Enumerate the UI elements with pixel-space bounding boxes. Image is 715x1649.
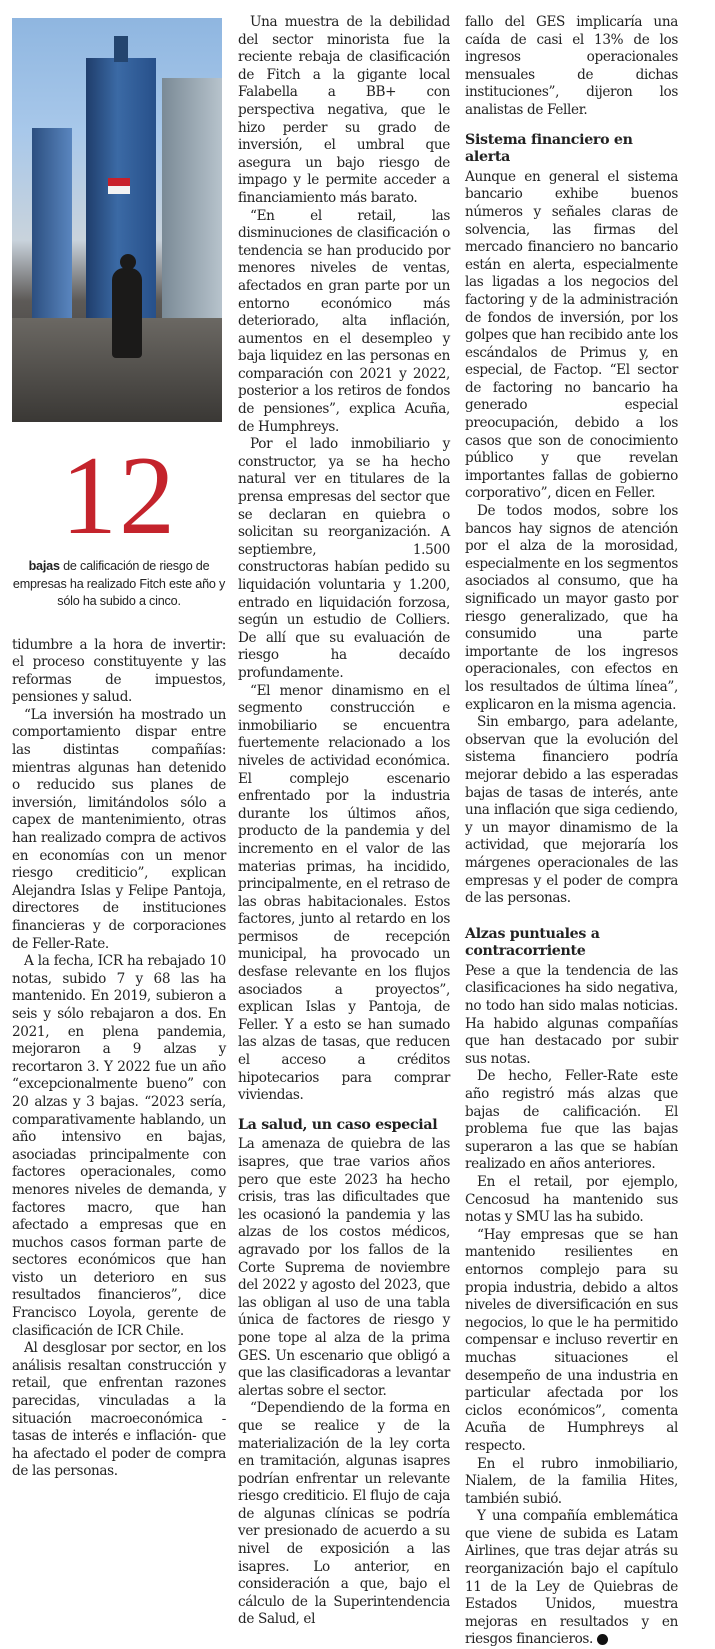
paragraph: “La inversión ha mostrado un comportamiento dispar entre las distintas compañías: mientras algunas han detenido o reducido sus planes de inversión, limitándolos sólo a capex de mantenimiento, otras han realizado compra de activos en economías con un menor riesgo crediticio”, explican Alejandra Islas y Felipe Pantoja, directores de instituciones financieras y de corporaciones de Feller-Rate.: [12, 706, 226, 952]
paragraph: Sin embargo, para adelante, observan que la evolución del sistema financiero podría mejorar debido a las esperadas bajas de tasas de interés, ante una inflación que siga cediendo, y un mayor dinamismo de la actividad, que mejoraría los márgenes operacionales de las empresas y el poder de compra de las personas.: [465, 714, 678, 907]
paragraph-last: [465, 1508, 678, 1649]
paragraph: En el rubro inmobiliario, Nialem, de la familia Hites, también subió.: [465, 1455, 678, 1507]
paragraph: fallo del GES implicaría una caída de casi el 13% de los ingresos operacionales mensuales de dichas instituciones”, dijeron los analistas de Feller.: [465, 14, 678, 118]
subheading-alzas: Alzas puntuales a contracorriente: [465, 925, 600, 960]
column-3: [465, 14, 678, 1649]
paragraph: Al desglosar por sector, en los análisis resaltan construcción y retail, que enfrentan razones parecidas, vinculadas a la situación macroeconómica -tasas de interés e inflación- que ha afectado el poder de compra de las personas.: [12, 1340, 226, 1480]
paragraph: “En el retail, las disminuciones de clasificación o tendencia se han producido por menores niveles de ventas, afectados en gran parte por un entorno económico más deteriorado, alta inflación, aumentos en el desempleo y baja liquidez en las personas en comparación con 2021 y 2022, posterior a los retiros de fondos de pensiones”, explica Acuña, de Humphreys.: [238, 207, 450, 435]
paragraph: Por el lado inmobiliario y constructor, ya se ha hecho natural ver en titulares de la prensa empresas del sector que se declaran en quiebra o solicitan su reorganización. A septiembre, 1.500 constructoras habían pedido su liquidación voluntaria y 1.200, entrado en liquidación forzosa, según un estudio de Colliers. De allí que su evaluación de riesgo ha decaído profundamente.: [238, 436, 450, 681]
figure-caption: [12, 558, 226, 611]
caption-bold: bajas: [28, 559, 60, 573]
paragraph: “Hay empresas que se han mantenido resilientes en entornos complejo para su propia industria, debido a altos niveles de diversificación en sus negocios, lo que le ha permitido compensar e incluso revertir en muchas situaciones el desempeño de una industria en particular afectada por los ciclos económicos”, comenta Acuña de Humphreys al respecto.: [465, 1226, 678, 1454]
flag: [108, 178, 130, 194]
big-number: 12: [61, 434, 177, 558]
paragraph: A la fecha, ICR ha rebajado 10 notas, subido 7 y 68 las ha mantenido. En 2019, subieron a seis y sólo rebajaron a dos. En 2021, en plena pandemia, mejoraron a 9 alzas y recortaron 3. Y 2022 fue un año “excepcionalmente bueno” con 20 alzas y 3 bajas. “2023 sería, comparativamente hablando, un año intensivo en bajas, asociadas principalmente con factores operacionales, como menores niveles de demanda, y factores macro, que han afectado a empresas que en muchos casos forman parte de sectores económicos que han visto un deterioro en sus resultados financieros”, dice Francisco Loyola, gerente de clasificación de ICR Chile.: [12, 953, 226, 1339]
paragraph: “El menor dinamismo en el segmento construcción e inmobiliario se encuentra fuertemente relacionado a los niveles de actividad económica. El complejo escenario enfrentado por la industria durante los últimos años, producto de la pandemia y del incremento en el valor de las materias primas, ha incidido, principalmente, en el retraso de las obras habitacionales. Estos factores, junto al retardo en los permisos de recepción municipal, ha provocado un desfase relevante en los flujos asociados a proyectos”, explican Islas y Pantoja, de Feller. Y a esto se han sumado las alzas de tasas, que reducen el acceso a créditos hipotecarios para comprar viviendas.: [238, 682, 450, 1104]
paragraph: De todos modos, sobre los bancos hay signos de atención por el alza de la morosidad, especialmente en los segmentos asociados al consumo, que ha significado un mayor gasto por riesgo generalizado, que ha consumido una parte importante de los ingresos operacionales, con efectos en los resultados de última línea”, explicaron en la misma agencia.: [465, 503, 678, 713]
paragraph: De hecho, Feller-Rate este año registró más alzas que bajas de calificación. El problema fue que las bajas superaron a las que se habían realizado en años anteriores.: [465, 1068, 678, 1173]
paragraph: Una muestra de la debilidad del sector minorista fue la reciente rebaja de clasificación de Fitch a la gigante local Falabella a BB+ con perspectiva negativa, que le hizo perder su grado de inversión, el umbral que asegura un bajo riesgo de impago y le permite acceder a financiamiento más barato.: [238, 14, 450, 206]
paragraph: “Dependiendo de la forma en que se realice y de la materialización de la ley corta en tramitación, algunas isapres podrían enfrentar un relevante riesgo crediticio. El flujo de caja de algunas clínicas se podría ver presionado de acuerdo a su nivel de exposición a las isapres. Lo anterior, en consideración a que, bajo el cálculo de la Superintendencia de Salud, el: [238, 1400, 450, 1628]
caption-text: de calificación de riesgo de empresas ha realizado Fitch este año y sólo ha subido a cinco.: [12, 559, 226, 608]
paragraph: Aunque en general el sistema bancario exhibe buenos números y señales claras de solvencia, las firmas del mercado financiero no bancario están en alerta, especialmente las ligadas a los negocios del factoring y de la administración de fondos de inversión, por los golpes que han recibido ante los escándalos de Primus y, en especial, de Factop. “El sector de factoring no bancario ha generado especial preocupación, debido a los casos que son de conocimiento público y que revelan importantes fallas de gobierno corporativo”, dicen en Feller.: [465, 168, 678, 502]
paragraph: Pese a que la tendencia de las clasificaciones ha sido negativa, no todo han sido malas noticias. Ha habido algunas compañías que han destacado por subir sus notas.: [465, 962, 678, 1067]
column-1: [12, 14, 226, 1481]
paragraph: En el retail, por ejemplo, Cencosud ha mantenido sus notas y SMU las ha subido.: [465, 1174, 678, 1226]
subheading-sistema-financiero: Sistema financiero en alerta: [465, 131, 633, 166]
photo-office-buildings: [12, 18, 222, 422]
end-mark-icon: P: [597, 1634, 608, 1645]
paragraph: tidumbre a la hora de invertir: el proceso constituyente y las reformas de impuestos, pensiones y salud.: [12, 636, 226, 706]
paragraph: La amenaza de quiebra de las isapres, que trae varios años pero que este 2023 ha hecho crisis, tras las dificultades que les ocasionó la pandemia y las alzas de los costos médicos, agravado por los fallos de la Corte Suprema de noviembre del 2022 y agosto del 2023, que las obligan al uso de una tabla única de factores de riesgo y pone tope al alza de la prima GES. Un escenario que obligó a que las clasificadoras a levantar alertas sobre el sector.: [238, 1136, 450, 1399]
paragraph-text: Y una compañía emblemática que viene de subida es Latam Airlines, que tras dejar atrás su reorganización bajo el capítulo 11 de la Ley de Quiebras de Estados Unidos, muestra mejoras en resultados y en riesgos financieros.: [465, 1508, 678, 1648]
pedestrian: [112, 268, 142, 358]
column-2: [238, 14, 450, 1629]
subheading-salud: La salud, un caso especial: [238, 1116, 438, 1133]
